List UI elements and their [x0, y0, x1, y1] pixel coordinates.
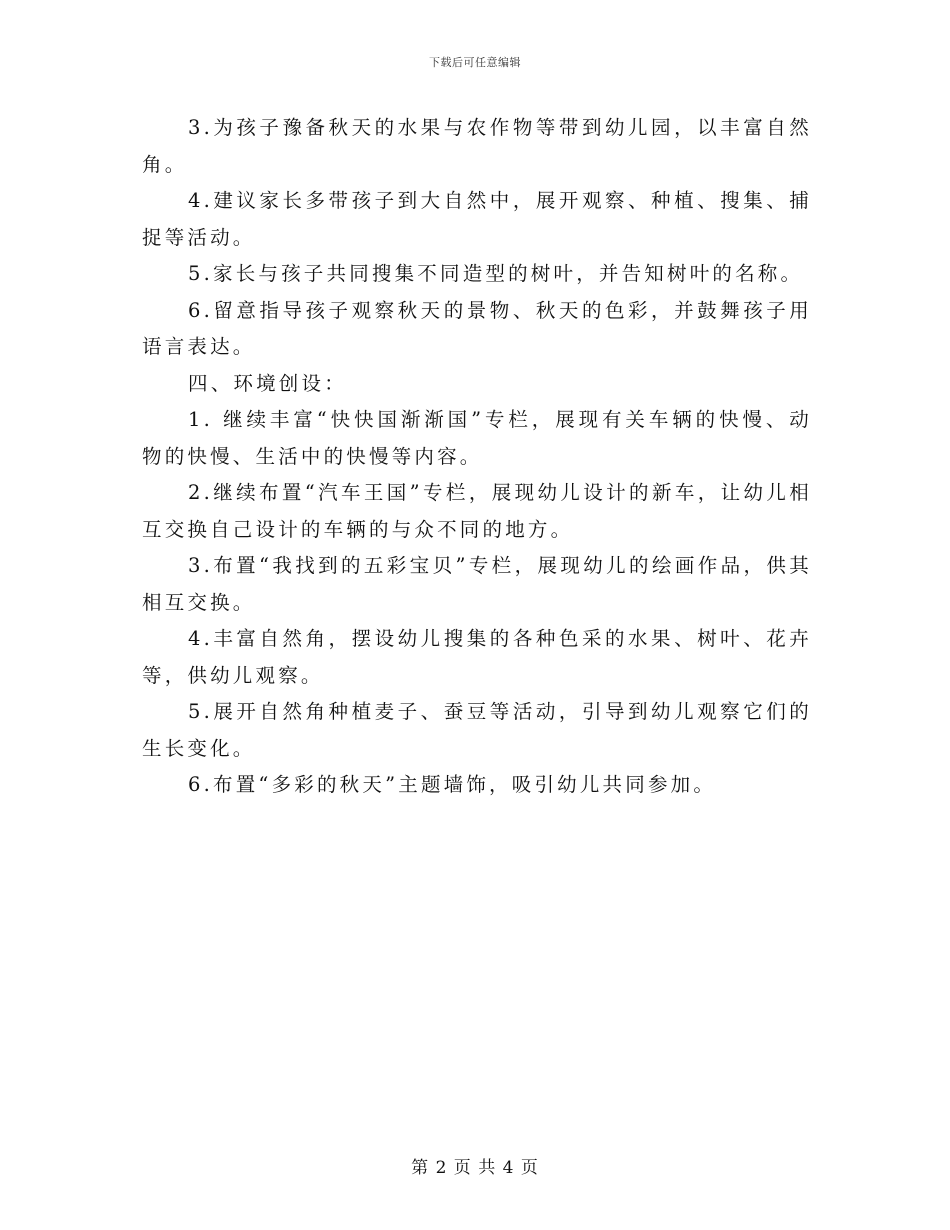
paragraph: 6.布置“多彩的秋天”主题墙饰，吸引幼儿共同参加。: [188, 773, 717, 796]
page-header: 下载后可任意编辑: [429, 56, 521, 69]
paragraph: 4.建议家长多带孩子到大自然中，展开观察、种植、搜集、捕捉等活动。: [142, 189, 812, 249]
paragraph: 6.留意指导孩子观察秋天的景物、秋天的色彩，并鼓舞孩子用语言表达。: [142, 298, 812, 358]
section-heading: 四、环境创设：: [188, 371, 347, 395]
paragraph: 3.布置“我找到的五彩宝贝”专栏，展现幼儿的绘画作品，供其相互交换。: [142, 554, 812, 614]
page-footer: 第 2 页 共 4 页: [411, 1158, 539, 1178]
paragraph: 2.继续布置“汽车王国”专栏，展现幼儿设计的新车，让幼儿相互交换自己设计的车辆的与众不同的地方。: [142, 481, 812, 541]
paragraph: 1. 继续丰富“快快国渐渐国”专栏，展现有关车辆的快慢、动物的快慢、生活中的快慢等内容。: [142, 408, 812, 468]
paragraph: 4.丰富自然角，摆设幼儿搜集的各种色采的水果、树叶、花卉等，供幼儿观察。: [142, 627, 812, 687]
paragraph: 5.展开自然角种植麦子、蚕豆等活动，引导到幼儿观察它们的生长变化。: [142, 700, 812, 760]
paragraph: 3.为孩子豫备秋天的水果与农作物等带到幼儿园，以丰富自然角。: [142, 116, 812, 176]
paragraph: 5.家长与孩子共同搜集不同造型的树叶，并告知树叶的名称。: [188, 262, 804, 285]
document-body: [142, 110, 812, 804]
